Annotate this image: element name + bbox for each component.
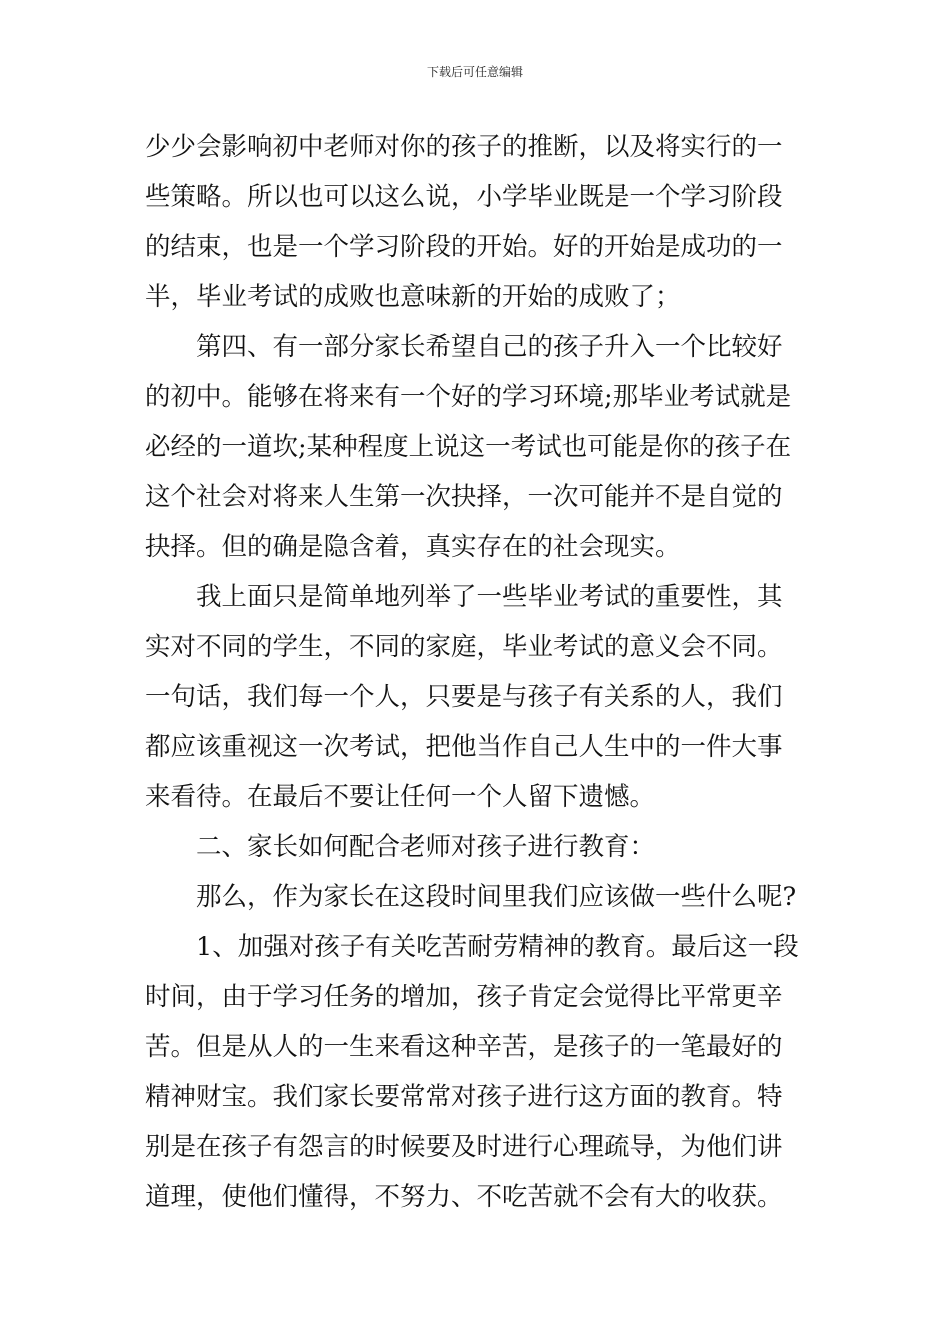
text-line: 别是在孩子有怨言的时候要及时进行心理疏导，为他们讲 xyxy=(145,1132,783,1162)
text-line: 少少会影响初中老师对你的孩子的推断，以及将实行的一 xyxy=(145,132,783,162)
text-line: 那么，作为家长在这段时间里我们应该做一些什么呢? xyxy=(196,882,797,912)
text-line: 都应该重视这一次考试，把他当作自己人生中的一件大事 xyxy=(145,732,783,762)
text-line: 我上面只是简单地列举了一些毕业考试的重要性，其 xyxy=(196,582,783,612)
text-line: 二、家长如何配合老师对孩子进行教育： xyxy=(196,832,656,862)
paragraph-2 xyxy=(145,322,809,572)
page-header: 下载后可任意编辑 xyxy=(426,65,523,79)
text-line: 实对不同的学生，不同的家庭，毕业考试的意义会不同。 xyxy=(145,632,783,662)
paragraph-3 xyxy=(145,572,809,822)
section-heading xyxy=(145,822,809,872)
text-line: 道理，使他们懂得，不努力、不吃苦就不会有大的收获。 xyxy=(145,1182,783,1212)
document-body xyxy=(145,122,809,1222)
text-line: 来看待。在最后不要让任何一个人留下遗憾。 xyxy=(145,782,656,812)
text-line: 一句话，我们每一个人，只要是与孩子有关系的人，我们 xyxy=(145,682,783,712)
text-line: 第四、有一部分家长希望自己的孩子升入一个比较好 xyxy=(196,332,783,362)
text-line: 些策略。所以也可以这么说，小学毕业既是一个学习阶段 xyxy=(145,182,783,212)
text-line: 这个社会对将来人生第一次抉择，一次可能并不是自觉的 xyxy=(145,482,783,512)
paragraph-1 xyxy=(145,122,809,322)
text-line: 必经的一道坎;某种程度上说这一考试也可能是你的孩子在 xyxy=(145,432,792,462)
text-line: 的初中。能够在将来有一个好的学习环境;那毕业考试就是 xyxy=(145,382,792,412)
text-line: 抉择。但的确是隐含着，真实存在的社会现实。 xyxy=(145,532,681,562)
text-line: 半，毕业考试的成败也意味新的开始的成败了； xyxy=(145,282,681,312)
text-line: 的结束，也是一个学习阶段的开始。好的开始是成功的一 xyxy=(145,232,783,262)
text-line: 时间，由于学习任务的增加，孩子肯定会觉得比平常更辛 xyxy=(145,982,783,1012)
paragraph-4 xyxy=(145,872,809,922)
text-line: 精神财宝。我们家长要常常对孩子进行这方面的教育。特 xyxy=(145,1082,783,1112)
paragraph-5 xyxy=(145,922,809,1222)
text-line: 1、加强对孩子有关吃苦耐劳精神的教育。最后这一段 xyxy=(196,932,799,962)
text-line: 苦。但是从人的一生来看这种辛苦，是孩子的一笔最好的 xyxy=(145,1032,783,1062)
